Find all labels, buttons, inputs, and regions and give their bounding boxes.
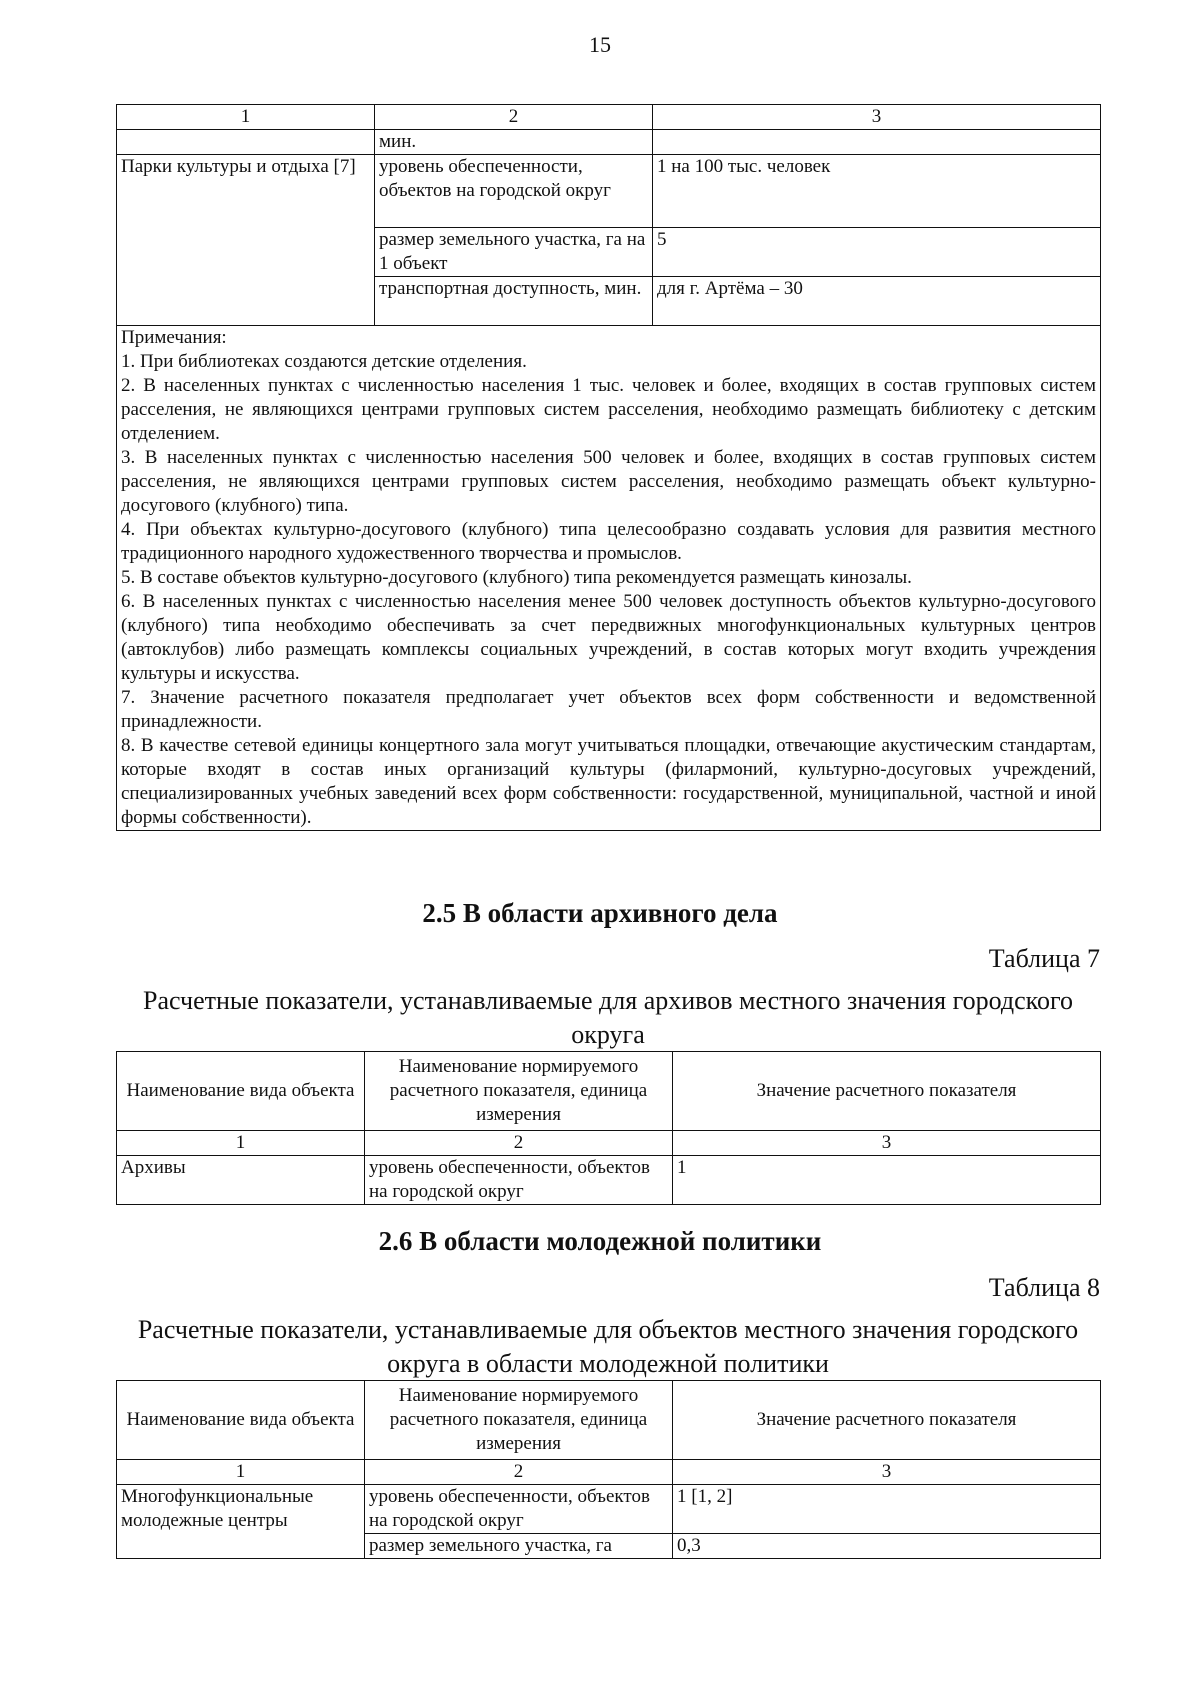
column-number: 1 xyxy=(117,105,375,130)
value-cell: 1 xyxy=(673,1156,1101,1205)
notes-row xyxy=(117,326,1101,831)
column-number: 2 xyxy=(375,105,653,130)
column-number: 1 xyxy=(117,1460,365,1485)
table-row xyxy=(117,1460,1101,1485)
note-item: 2. В населенных пунктах с численностью населения 1 тыс. человек и более, входящих в состав групповых систем расселения, не являющихся центрами групповых систем расселения, необходимо размещать библиотеку с детским отделением. xyxy=(121,375,1096,444)
header-cell: Значение расчетного показателя xyxy=(673,1052,1101,1131)
note-item: 4. При объектах культурно-досугового (клубного) типа целесообразно создавать условия для развития местного традиционного народного художественного творчества и промыслов. xyxy=(121,519,1096,564)
column-number: 3 xyxy=(653,105,1101,130)
section-title-youth-policy: 2.6 В области молодежной политики xyxy=(378,1226,822,1256)
youth-policy-table xyxy=(116,1380,1101,1559)
table-caption: Расчетные показатели, устанавливаемые для объектов местного значения городского округа в области молодежной политики xyxy=(137,1315,1079,1378)
value-cell: для г. Артёма – 30 xyxy=(653,277,1101,326)
indicator-cell: уровень обеспеченности, объектов на городской округ xyxy=(365,1156,673,1205)
table-cell xyxy=(117,130,375,155)
table-label: Таблица 8 xyxy=(988,1273,1100,1302)
page-number: 15 xyxy=(589,32,611,57)
archives-table xyxy=(116,1051,1101,1205)
table-row xyxy=(117,1131,1101,1156)
column-number: 3 xyxy=(673,1131,1101,1156)
table-caption: Расчетные показатели, устанавливаемые для архивов местного значения городского округа xyxy=(143,986,1073,1049)
column-number: 3 xyxy=(673,1460,1101,1485)
value-cell: 1 [1, 2] xyxy=(673,1485,1101,1534)
table-row xyxy=(117,1485,1101,1534)
header-cell: Наименование вида объекта xyxy=(117,1381,365,1460)
header-cell: Наименование нормируемого расчетного показателя, единица измерения xyxy=(365,1381,673,1460)
table-cell: мин. xyxy=(375,130,653,155)
object-name-cell: Парки культуры и отдыха [7] xyxy=(117,155,375,326)
header-cell: Наименование нормируемого расчетного показателя, единица измерения xyxy=(365,1052,673,1131)
table-row xyxy=(117,105,1101,130)
table-row xyxy=(117,1156,1101,1205)
value-cell: 0,3 xyxy=(673,1534,1101,1559)
table-row xyxy=(117,155,1101,228)
indicator-cell: размер земельного участка, га xyxy=(365,1534,673,1559)
value-cell: 1 на 100 тыс. человек xyxy=(653,155,1101,228)
notes-title: Примечания: xyxy=(121,327,227,348)
notes-cell xyxy=(117,326,1101,831)
indicator-cell: размер земельного участка, га на 1 объект xyxy=(375,228,653,277)
table-row xyxy=(117,130,1101,155)
column-number: 1 xyxy=(117,1131,365,1156)
object-name-cell: Архивы xyxy=(117,1156,365,1205)
note-item: 7. Значение расчетного показателя предполагает учет объектов всех форм собственности и ведомственной принадлежности. xyxy=(121,687,1096,732)
note-item: 6. В населенных пунктах с численностью населения менее 500 человек доступность объектов культурно-досугового (клубного) типа необходимо обеспечивать за счет передвижных многофункциональных культурных центров (автоклубов) либо размещать комплексы социальных учреждений, в состав которых могут входить учреждения культуры и искусства. xyxy=(121,591,1096,684)
column-number: 2 xyxy=(365,1460,673,1485)
column-number: 2 xyxy=(365,1131,673,1156)
table-cell xyxy=(653,130,1101,155)
value-cell: 5 xyxy=(653,228,1101,277)
section-title-archives: 2.5 В области архивного дела xyxy=(422,898,778,928)
table-header-row xyxy=(117,1381,1101,1460)
note-item: 1. При библиотеках создаются детские отделения. xyxy=(121,351,527,372)
culture-table xyxy=(116,104,1101,831)
indicator-cell: уровень обеспеченности, объектов на городской округ xyxy=(365,1485,673,1534)
header-cell: Значение расчетного показателя xyxy=(673,1381,1101,1460)
object-name-cell: Многофункциональные молодежные центры xyxy=(117,1485,365,1559)
note-item: 8. В качестве сетевой единицы концертного зала могут учитываться площадки, отвечающие акустическим стандартам, которые входят в состав иных организаций культуры (филармоний, культурно-досуговых учреждений, специализированных учебных заведений всех форм собственности: государственной, муниципальной, частной и иной формы собственности). xyxy=(121,735,1096,828)
table-label: Таблица 7 xyxy=(988,944,1100,973)
header-cell: Наименование вида объекта xyxy=(117,1052,365,1131)
table-header-row xyxy=(117,1052,1101,1131)
indicator-cell: уровень обеспеченности, объектов на городской округ xyxy=(375,155,653,228)
note-item: 5. В составе объектов культурно-досугового (клубного) типа рекомендуется размещать кинозалы. xyxy=(121,567,912,588)
note-item: 3. В населенных пунктах с численностью населения 500 человек и более, входящих в состав групповых систем расселения, не являющихся центрами групповых систем расселения, необходимо размещать объект культурно-досугового (клубного) типа. xyxy=(121,447,1096,516)
indicator-cell: транспортная доступность, мин. xyxy=(375,277,653,326)
